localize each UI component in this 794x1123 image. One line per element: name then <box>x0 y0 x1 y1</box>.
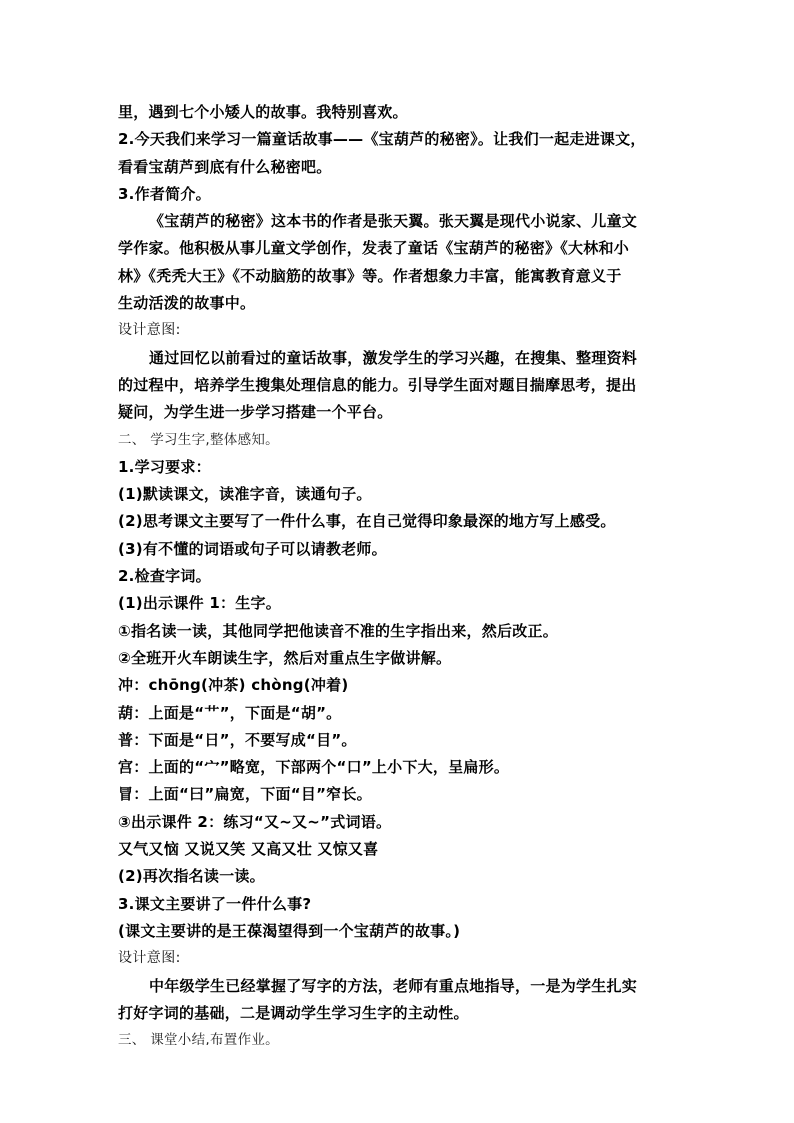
text-line: 2.检查字词。 <box>118 567 211 586</box>
document-body <box>118 99 678 1045</box>
list-item: ①指名读一读，其他同学把他读音不准的生字指出来，然后改正。 <box>118 621 558 640</box>
character-note: 普：下面是“日”，不要写成“目”。 <box>118 730 357 749</box>
section-heading: 三、 课堂小结,布置作业。 <box>118 1032 279 1046</box>
text-line: 3.课文主要讲了一件什么事? <box>118 894 312 913</box>
list-item: (1)出示课件 1：生字。 <box>118 594 282 613</box>
list-item: (3)有不懂的词语或句子可以请教老师。 <box>118 539 387 558</box>
text-line: 2.今天我们来学习一篇童话故事——《宝葫芦的秘密》。让我们一起走进课文， <box>118 130 646 149</box>
text-line: 1.学习要求： <box>118 457 211 476</box>
text-line: 3.作者简介。 <box>118 184 211 203</box>
design-intent-line: 打好字词的基础，二是调动学生学习生字的主动性。 <box>118 1003 469 1022</box>
text-line: 里，遇到七个小矮人的故事。我特别喜欢。 <box>118 103 408 121</box>
character-note: 冒：上面“曰”扁宽，下面“目”窄长。 <box>118 785 372 804</box>
character-note: 宫：上面的“宀”略宽，下部两个“口”上小下大，呈扁形。 <box>118 758 510 777</box>
author-paragraph-line: 生动活泼的故事中。 <box>118 294 256 313</box>
design-intent-line: 的过程中，培养学生搜集处理信息的能力。引导学生面对题目揣摩思考，提出 <box>118 375 637 394</box>
word-practice-line: 又气又恼 又说又笑 又高又壮 又惊又喜 <box>118 840 379 859</box>
list-item: (2)再次指名读一读。 <box>118 867 265 886</box>
text-line: (课文主要讲的是王葆渴望得到一个宝葫芦的故事。) <box>118 921 461 940</box>
design-intent-label: 设计意图: <box>118 322 181 339</box>
author-paragraph-line: 学作家。他积极从事儿童文学创作，发表了童话《宝葫芦的秘密》《大林和小 <box>118 239 630 258</box>
text-line: 看看宝葫芦到底有什么秘密吧。 <box>118 157 332 176</box>
design-intent-line: 疑问，为学生进一步学习搭建一个平台。 <box>118 403 393 422</box>
list-item: ②全班开火车朗读生字，然后对重点生字做讲解。 <box>118 648 452 667</box>
character-note: 葫：上面是“艹”，下面是“胡”。 <box>118 703 342 722</box>
list-item: (2)思考课文主要写了一件什么事，在自己觉得印象最深的地方写上感受。 <box>118 512 616 531</box>
author-paragraph-line: 林》《秃秃大王》《不动脑筋的故事》等。作者想象力丰富，能寓教育意义于 <box>118 266 622 285</box>
author-paragraph-line: 《宝葫芦的秘密》这本书的作者是张天翼。张天翼是现代小说家、儿童文 <box>149 212 638 231</box>
design-intent-label: 设计意图: <box>118 950 181 967</box>
character-note: 冲：chōng(冲茶) chòng(冲着) <box>118 676 349 695</box>
list-item: ③出示课件 2：练习“又~又~”式词语。 <box>118 812 392 831</box>
list-item: (1)默读课文，读准字音，读通句子。 <box>118 485 372 504</box>
section-heading: 二、 学习生字,整体感知。 <box>118 431 279 448</box>
design-intent-line: 通过回忆以前看过的童话故事，激发学生的学习兴趣，在搜集、整理资料 <box>149 348 638 367</box>
design-intent-line: 中年级学生已经掌握了写字的方法，老师有重点地指导，一是为学生扎实 <box>149 976 638 995</box>
